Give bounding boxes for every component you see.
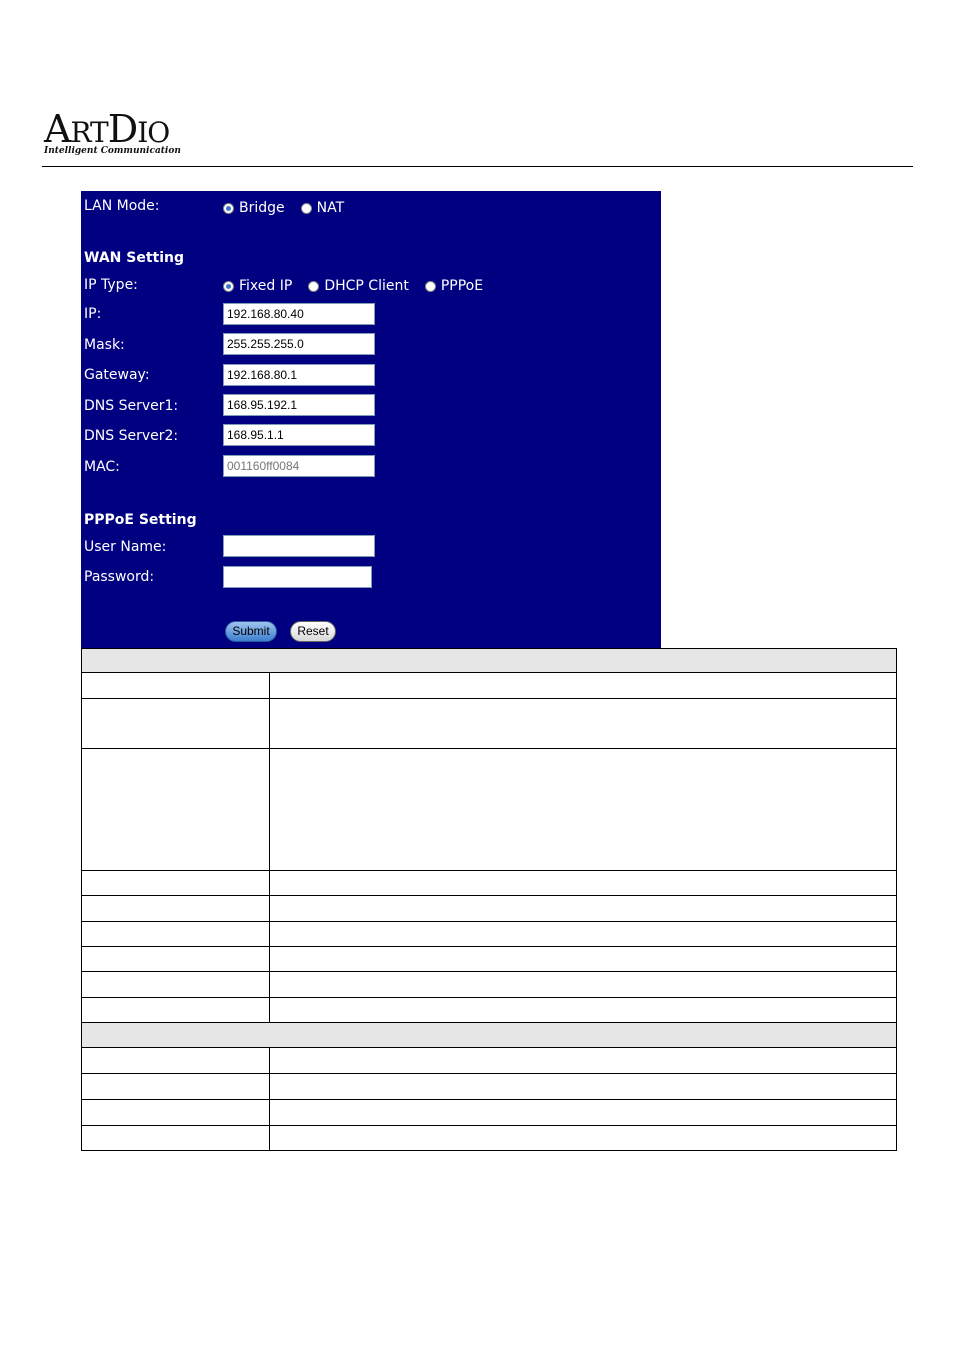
lan-mode-label: LAN Mode: [84,198,160,214]
password-label: Password: [84,569,155,585]
ip-type-label: IP Type: [84,277,138,293]
dns-server1-input[interactable]: 168.95.192.1 [223,394,375,416]
settings-panel [81,191,661,648]
table-row [82,1100,897,1126]
username-input[interactable] [223,535,375,557]
lan-mode-options [223,200,360,216]
ip-type-fixed-option[interactable]: Fixed IP [223,278,292,294]
table-row [82,673,897,699]
radio-nat[interactable] [301,203,312,214]
mac-input: 001160ff0084 [223,455,375,477]
logo-wordmark: ARTDIO [44,107,170,151]
radio-bridge[interactable] [223,203,234,214]
lan-mode-nat-option[interactable]: NAT [301,200,345,216]
pppoe-setting-title: PPPoE Setting [84,512,197,528]
gateway-input[interactable]: 192.168.80.1 [223,364,375,386]
settings-description-table [81,648,897,1151]
ip-type-options [223,278,499,294]
logo-tagline: Intelligent Communication [44,146,181,156]
dns-server1-label: DNS Server1: [84,398,179,414]
table-row [82,998,897,1023]
username-label: User Name: [84,539,167,555]
table-section-header [82,649,897,673]
radio-dhcp-client[interactable] [308,281,319,292]
header-divider [42,166,913,167]
radio-fixed-ip[interactable] [223,281,234,292]
table-row [82,749,897,871]
submit-button[interactable]: Submit [225,621,277,642]
table-section-header [82,1023,897,1048]
radio-pppoe[interactable] [425,281,436,292]
wan-setting-title: WAN Setting [84,250,184,266]
table-row [82,1074,897,1100]
ip-type-pppoe-option[interactable]: PPPoE [425,278,483,294]
table-row [82,1048,897,1074]
table-row [82,1126,897,1151]
table-row [82,972,897,998]
table-row [82,871,897,896]
lan-mode-bridge-option[interactable]: Bridge [223,200,285,216]
mask-label: Mask: [84,337,125,353]
ip-type-dhcp-option[interactable]: DHCP Client [308,278,409,294]
mask-input[interactable]: 255.255.255.0 [223,333,375,355]
table-row [82,947,897,972]
ip-label: IP: [84,306,102,322]
ip-input[interactable]: 192.168.80.40 [223,303,375,325]
table-row [82,922,897,947]
table-row [82,699,897,749]
password-input[interactable] [223,566,372,588]
dns-server2-input[interactable]: 168.95.1.1 [223,424,375,446]
reset-button[interactable]: Reset [290,621,336,642]
dns-server2-label: DNS Server2: [84,428,179,444]
table-row [82,896,897,922]
gateway-label: Gateway: [84,367,150,383]
mac-label: MAC: [84,459,120,475]
artdio-logo [44,107,184,160]
